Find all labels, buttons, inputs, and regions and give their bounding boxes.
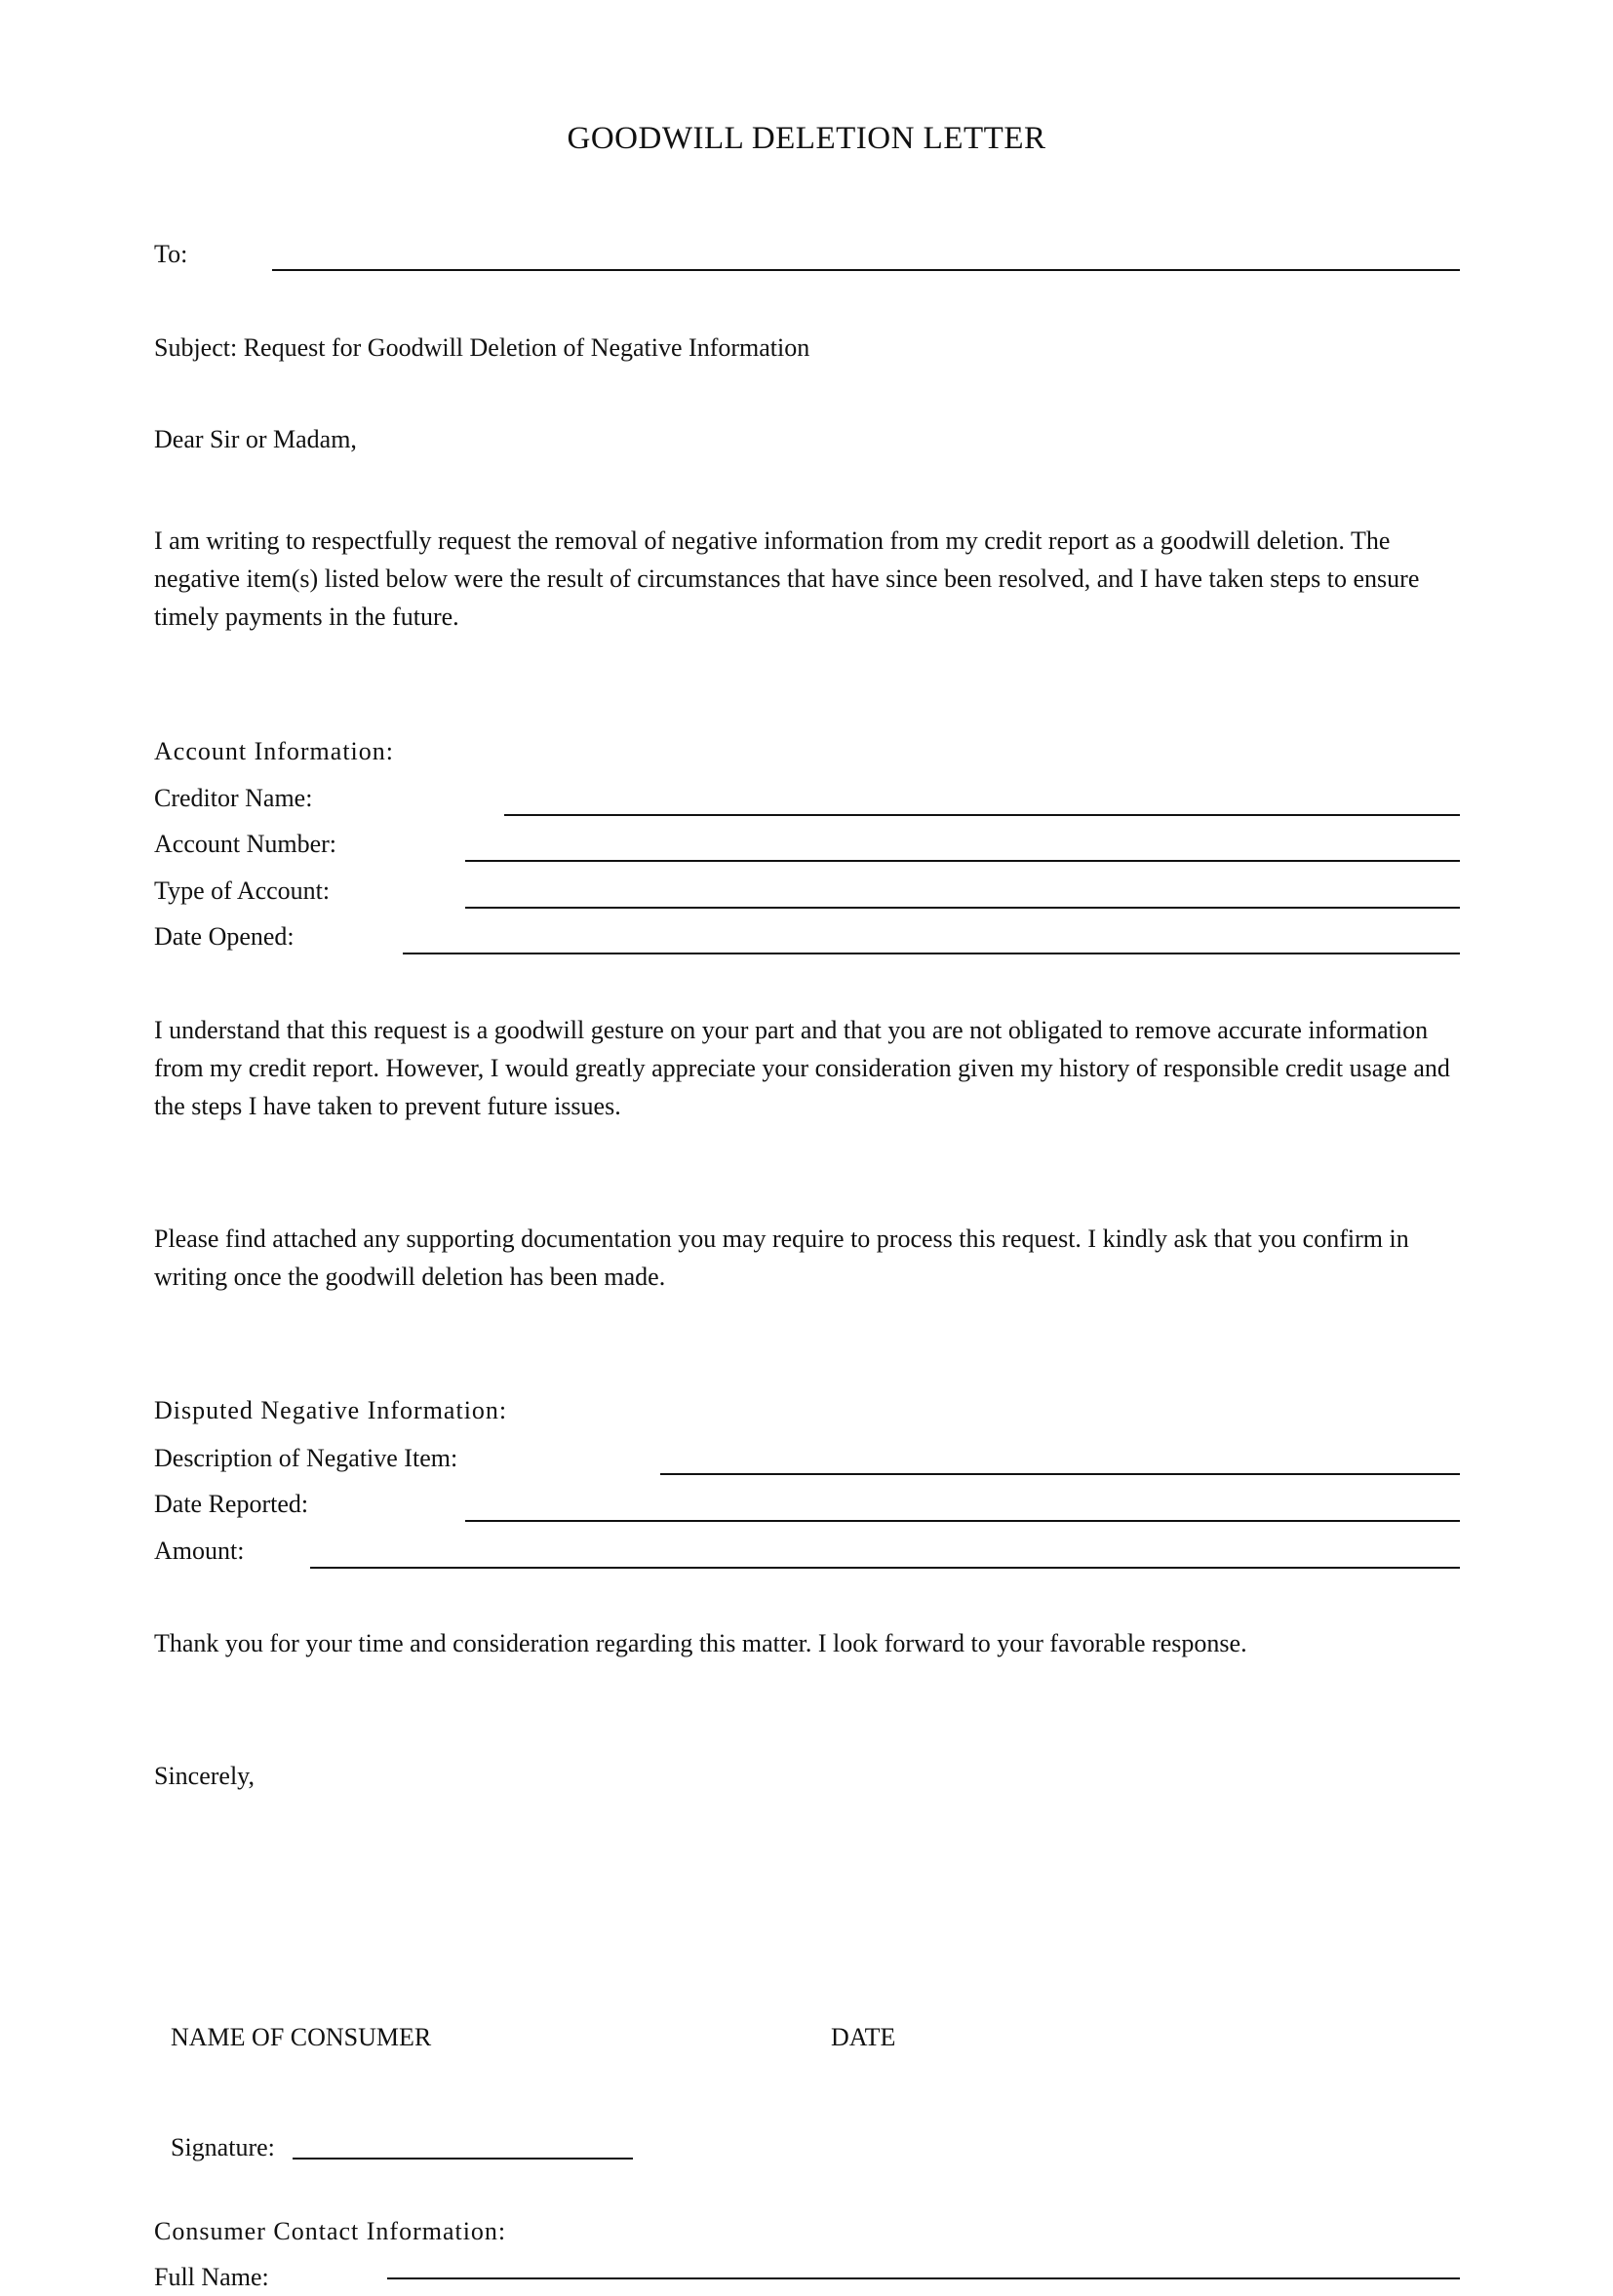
date-opened-label: Date Opened: <box>154 922 295 951</box>
creditor-name-label: Creditor Name: <box>154 784 313 812</box>
date-reported-field-line[interactable] <box>465 1520 1460 1522</box>
account-number-field-line[interactable] <box>465 860 1460 862</box>
account-info-heading: Account Information: <box>154 737 394 765</box>
intro-paragraph: I am writing to respectfully request the removal of negative information from my credit report as a goodwill deletion. The negative item(s) listed below were the result of circumstances that have since been resolved, and I have taken steps to ensure timely payments in the future. <box>154 526 1420 631</box>
account-number-label: Account Number: <box>154 830 337 858</box>
salutation: Dear Sir or Madam, <box>154 425 357 453</box>
subject-line: Subject: Request for Goodwill Deletion of Negative Information <box>154 333 810 362</box>
contact-info-heading: Consumer Contact Information: <box>154 2217 507 2245</box>
attachment-paragraph: Please find attached any supporting documentation you may require to process this request. I kindly ask that you confirm in writing once the goodwill deletion has been made. <box>154 1225 1409 1291</box>
to-label: To: <box>154 240 188 268</box>
amount-label: Amount: <box>154 1537 245 1565</box>
account-type-label: Type of Account: <box>154 876 331 905</box>
signature-label: Signature: <box>171 2133 275 2161</box>
amount-field-line[interactable] <box>310 1567 1460 1569</box>
date-label: DATE <box>831 2023 896 2051</box>
document-title: GOODWILL DELETION LETTER <box>567 121 1046 156</box>
disputed-info-heading: Disputed Negative Information: <box>154 1396 508 1424</box>
account-type-field-line[interactable] <box>465 907 1460 909</box>
thank-you-paragraph: Thank you for your time and consideration regarding this matter. I look forward to your favorable response. <box>154 1629 1247 1657</box>
date-opened-field-line[interactable] <box>403 953 1460 954</box>
to-field-line[interactable] <box>272 269 1460 271</box>
negative-item-description-label: Description of Negative Item: <box>154 1444 458 1472</box>
closing: Sincerely, <box>154 1762 255 1790</box>
understanding-paragraph: I understand that this request is a goodwill gesture on your part and that you are not obligated to remove accurate information from my credit report. However, I would greatly appreciate your consideration given my history of responsible credit usage and the steps I have taken to prevent future issues. <box>154 1016 1450 1120</box>
signature-field-line[interactable] <box>293 2158 633 2160</box>
date-reported-label: Date Reported: <box>154 1490 309 1518</box>
full-name-field-line[interactable] <box>387 2277 1460 2279</box>
negative-item-description-field-line[interactable] <box>660 1473 1460 1475</box>
creditor-name-field-line[interactable] <box>504 814 1460 816</box>
name-of-consumer-label: NAME OF CONSUMER <box>171 2023 432 2051</box>
full-name-label: Full Name: <box>154 2263 269 2291</box>
